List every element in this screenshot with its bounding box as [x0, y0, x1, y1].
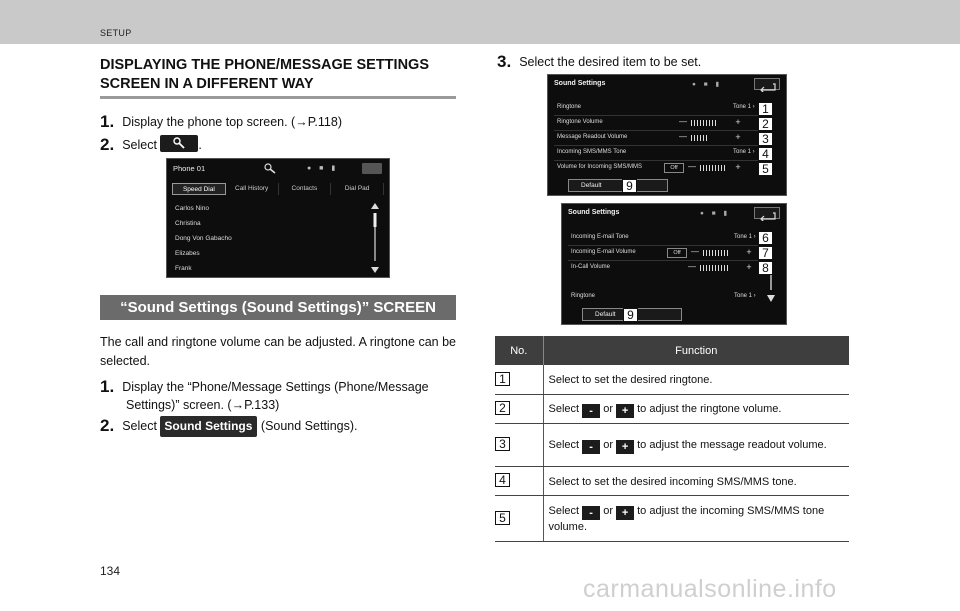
phone-name: Phone 01: [173, 164, 206, 173]
section-title-line1: DISPLAYING THE PHONE/MESSAGE SETTINGS: [100, 57, 429, 73]
step-text: Display the “Phone/Message Settings (Phone/Message Settings)” screen. (→P.133): [122, 380, 429, 412]
page-number: 134: [100, 564, 121, 578]
table-row: [495, 495, 849, 541]
wrench-icon: [173, 137, 185, 149]
wrench-icon[interactable]: [263, 162, 277, 176]
step-text-end: (Sound Settings).: [260, 419, 358, 433]
row-number: 1: [495, 372, 510, 386]
step-b1: [100, 378, 458, 414]
plus-button[interactable]: +: [746, 262, 752, 272]
sound-settings-screen-1: [547, 74, 787, 196]
section-label: SETUP: [100, 28, 132, 38]
step-number: 1.: [100, 377, 115, 396]
row-number: 2: [495, 401, 510, 415]
row-value: Tone 1 ›: [734, 234, 756, 240]
row-label: In-Call Volume: [571, 264, 611, 270]
tab-dial-pad[interactable]: Dial Pad: [331, 183, 384, 195]
row-incoming-email-volume: [562, 246, 788, 261]
row-label: Ringtone Volume: [557, 119, 603, 125]
volume-bars: [703, 250, 728, 256]
row-message-readout-volume: [548, 131, 788, 146]
row-label: Incoming SMS/MMS Tone: [557, 149, 627, 155]
row-number: 3: [495, 437, 510, 451]
step-1: [100, 113, 342, 131]
callout-badge: 3: [758, 132, 773, 146]
minus-icon: -: [582, 506, 600, 520]
header-bar: [0, 0, 960, 44]
row-label: Incoming E-mail Tone: [571, 234, 629, 240]
scrollbar[interactable]: [370, 203, 380, 275]
plus-button[interactable]: +: [735, 162, 741, 172]
phone-tabs: [172, 183, 384, 195]
minus-icon: -: [582, 440, 600, 454]
plus-icon: +: [616, 404, 634, 418]
phone-top-screen: [166, 158, 390, 278]
callout-badge: 2: [758, 117, 773, 131]
minus-icon: -: [582, 404, 600, 418]
step-text-end: .: [198, 138, 202, 152]
row-function: Select - or + to adjust the message readout volume.: [543, 423, 849, 466]
step-number: 3.: [497, 52, 512, 71]
row-sms-volume: [548, 161, 788, 176]
minus-button[interactable]: —: [679, 132, 687, 141]
step-text: Select: [122, 419, 157, 433]
row-value: Tone 1 ›: [733, 149, 755, 155]
screen-title: Sound Settings: [554, 80, 606, 87]
message-icon[interactable]: [362, 163, 382, 174]
plus-button[interactable]: +: [735, 132, 741, 142]
row-label: Volume for Incoming SMS/MMS: [557, 164, 643, 170]
back-arrow-icon: [755, 211, 779, 221]
callout-badge: 6: [758, 231, 773, 245]
back-button[interactable]: [754, 78, 780, 90]
volume-bars: [691, 120, 716, 126]
list-item[interactable]: Christina: [175, 220, 201, 227]
off-button[interactable]: Off: [664, 163, 684, 173]
section-title: [100, 56, 456, 99]
step-2: [100, 135, 202, 154]
banner-text: “Sound Settings (Sound Settings)” SCREEN: [120, 299, 436, 316]
row-number: 5: [495, 511, 510, 525]
plus-icon: +: [616, 506, 634, 520]
minus-button[interactable]: —: [688, 262, 696, 271]
scroll-down-icon: [371, 267, 379, 273]
step-number: 2.: [100, 416, 115, 435]
callout-badge: 8: [758, 261, 773, 275]
status-icons: ● ■ ▮: [700, 210, 731, 217]
contact-list: [175, 201, 232, 276]
col-function-header: Function: [543, 336, 849, 365]
row-ringtone-volume: [548, 116, 788, 131]
row-incoming-email-tone[interactable]: [562, 231, 788, 246]
table-row: [495, 466, 849, 495]
minus-button[interactable]: —: [691, 247, 699, 256]
phone-settings-button[interactable]: [160, 135, 198, 152]
row-ringtone[interactable]: [548, 101, 788, 116]
step-b2: [100, 416, 358, 437]
tab-contacts[interactable]: Contacts: [279, 183, 332, 195]
plus-button[interactable]: +: [735, 117, 741, 127]
table-row: [495, 394, 849, 423]
callout-badge: 7: [758, 246, 773, 260]
row-function: Select - or + to adjust the ringtone volume.: [543, 394, 849, 423]
row-function: Select - or + to adjust the incoming SMS/MMS tone volume.: [543, 495, 849, 541]
step-3: [497, 52, 701, 72]
row-label: Incoming E-mail Volume: [571, 249, 636, 255]
scroll-up-icon: [371, 203, 379, 209]
list-item[interactable]: Frank: [175, 265, 192, 272]
row-number: 4: [495, 473, 510, 487]
table-header-row: [495, 336, 849, 365]
off-button[interactable]: Off: [667, 248, 687, 258]
step-text: Select: [122, 138, 157, 152]
volume-bars: [691, 135, 709, 141]
callout-badge: 1: [758, 102, 773, 116]
list-item[interactable]: Carlos Nino: [175, 205, 209, 212]
callout-badge: 9: [623, 308, 638, 322]
sound-settings-button[interactable]: Sound Settings: [160, 416, 257, 437]
minus-button[interactable]: —: [679, 117, 687, 126]
callout-badge: 9: [622, 179, 637, 193]
title-rule: [100, 96, 456, 99]
plus-icon: +: [616, 440, 634, 454]
row-label: Message Readout Volume: [557, 134, 628, 140]
row-label: Ringtone: [557, 104, 582, 110]
list-item[interactable]: Dong Von Gabacho: [175, 235, 232, 242]
scroll-down-icon: [767, 295, 775, 302]
status-icons: ● ■ ▮: [692, 81, 723, 88]
sound-settings-banner: [100, 295, 456, 320]
step-text: Display the phone top screen. (→P.118): [122, 115, 342, 129]
list-item[interactable]: Elizabes: [175, 250, 200, 257]
intro-paragraph: The call and ringtone volume can be adjusted. A ringtone can be selected.: [100, 335, 456, 368]
step-number: 2.: [100, 135, 115, 154]
screen-title: Sound Settings: [568, 209, 620, 216]
row-incoming-sms-tone[interactable]: [548, 146, 788, 161]
row-value: Tone 1 ›: [733, 104, 755, 110]
callout-badge: 5: [758, 162, 773, 176]
table-row: [495, 365, 849, 394]
tab-speed-dial[interactable]: Speed Dial: [172, 183, 226, 195]
function-table: [495, 336, 849, 542]
callout-badge: 4: [758, 147, 773, 161]
row-function: Select to set the desired incoming SMS/MMS tone.: [543, 466, 849, 495]
row-label: Ringtone: [571, 293, 596, 299]
minus-button[interactable]: —: [688, 162, 696, 171]
row-value: Tone 1 ›: [734, 293, 756, 299]
volume-bars: [700, 165, 725, 171]
section-title-line2: SCREEN IN A DIFFERENT WAY: [100, 76, 314, 92]
row-in-call-volume: [562, 261, 788, 276]
step-number: 1.: [100, 112, 115, 131]
back-button[interactable]: [754, 207, 780, 219]
volume-bars: [700, 265, 728, 271]
row-ringtone[interactable]: [562, 290, 788, 305]
step-text: Select the desired item to be set.: [519, 55, 702, 69]
plus-button[interactable]: +: [746, 247, 752, 257]
watermark: carmanualsonline.info: [583, 575, 837, 603]
sound-settings-screen-2: [561, 203, 787, 325]
back-arrow-icon: [755, 82, 779, 92]
default-button[interactable]: Default: [582, 308, 682, 321]
row-function: Select to set the desired ringtone.: [543, 365, 849, 394]
col-no-header: No.: [495, 336, 543, 365]
default-button[interactable]: Default: [568, 179, 668, 192]
tab-call-history[interactable]: Call History: [226, 183, 279, 195]
table-row: [495, 423, 849, 466]
status-icons: ● ■ ▮: [307, 165, 339, 172]
